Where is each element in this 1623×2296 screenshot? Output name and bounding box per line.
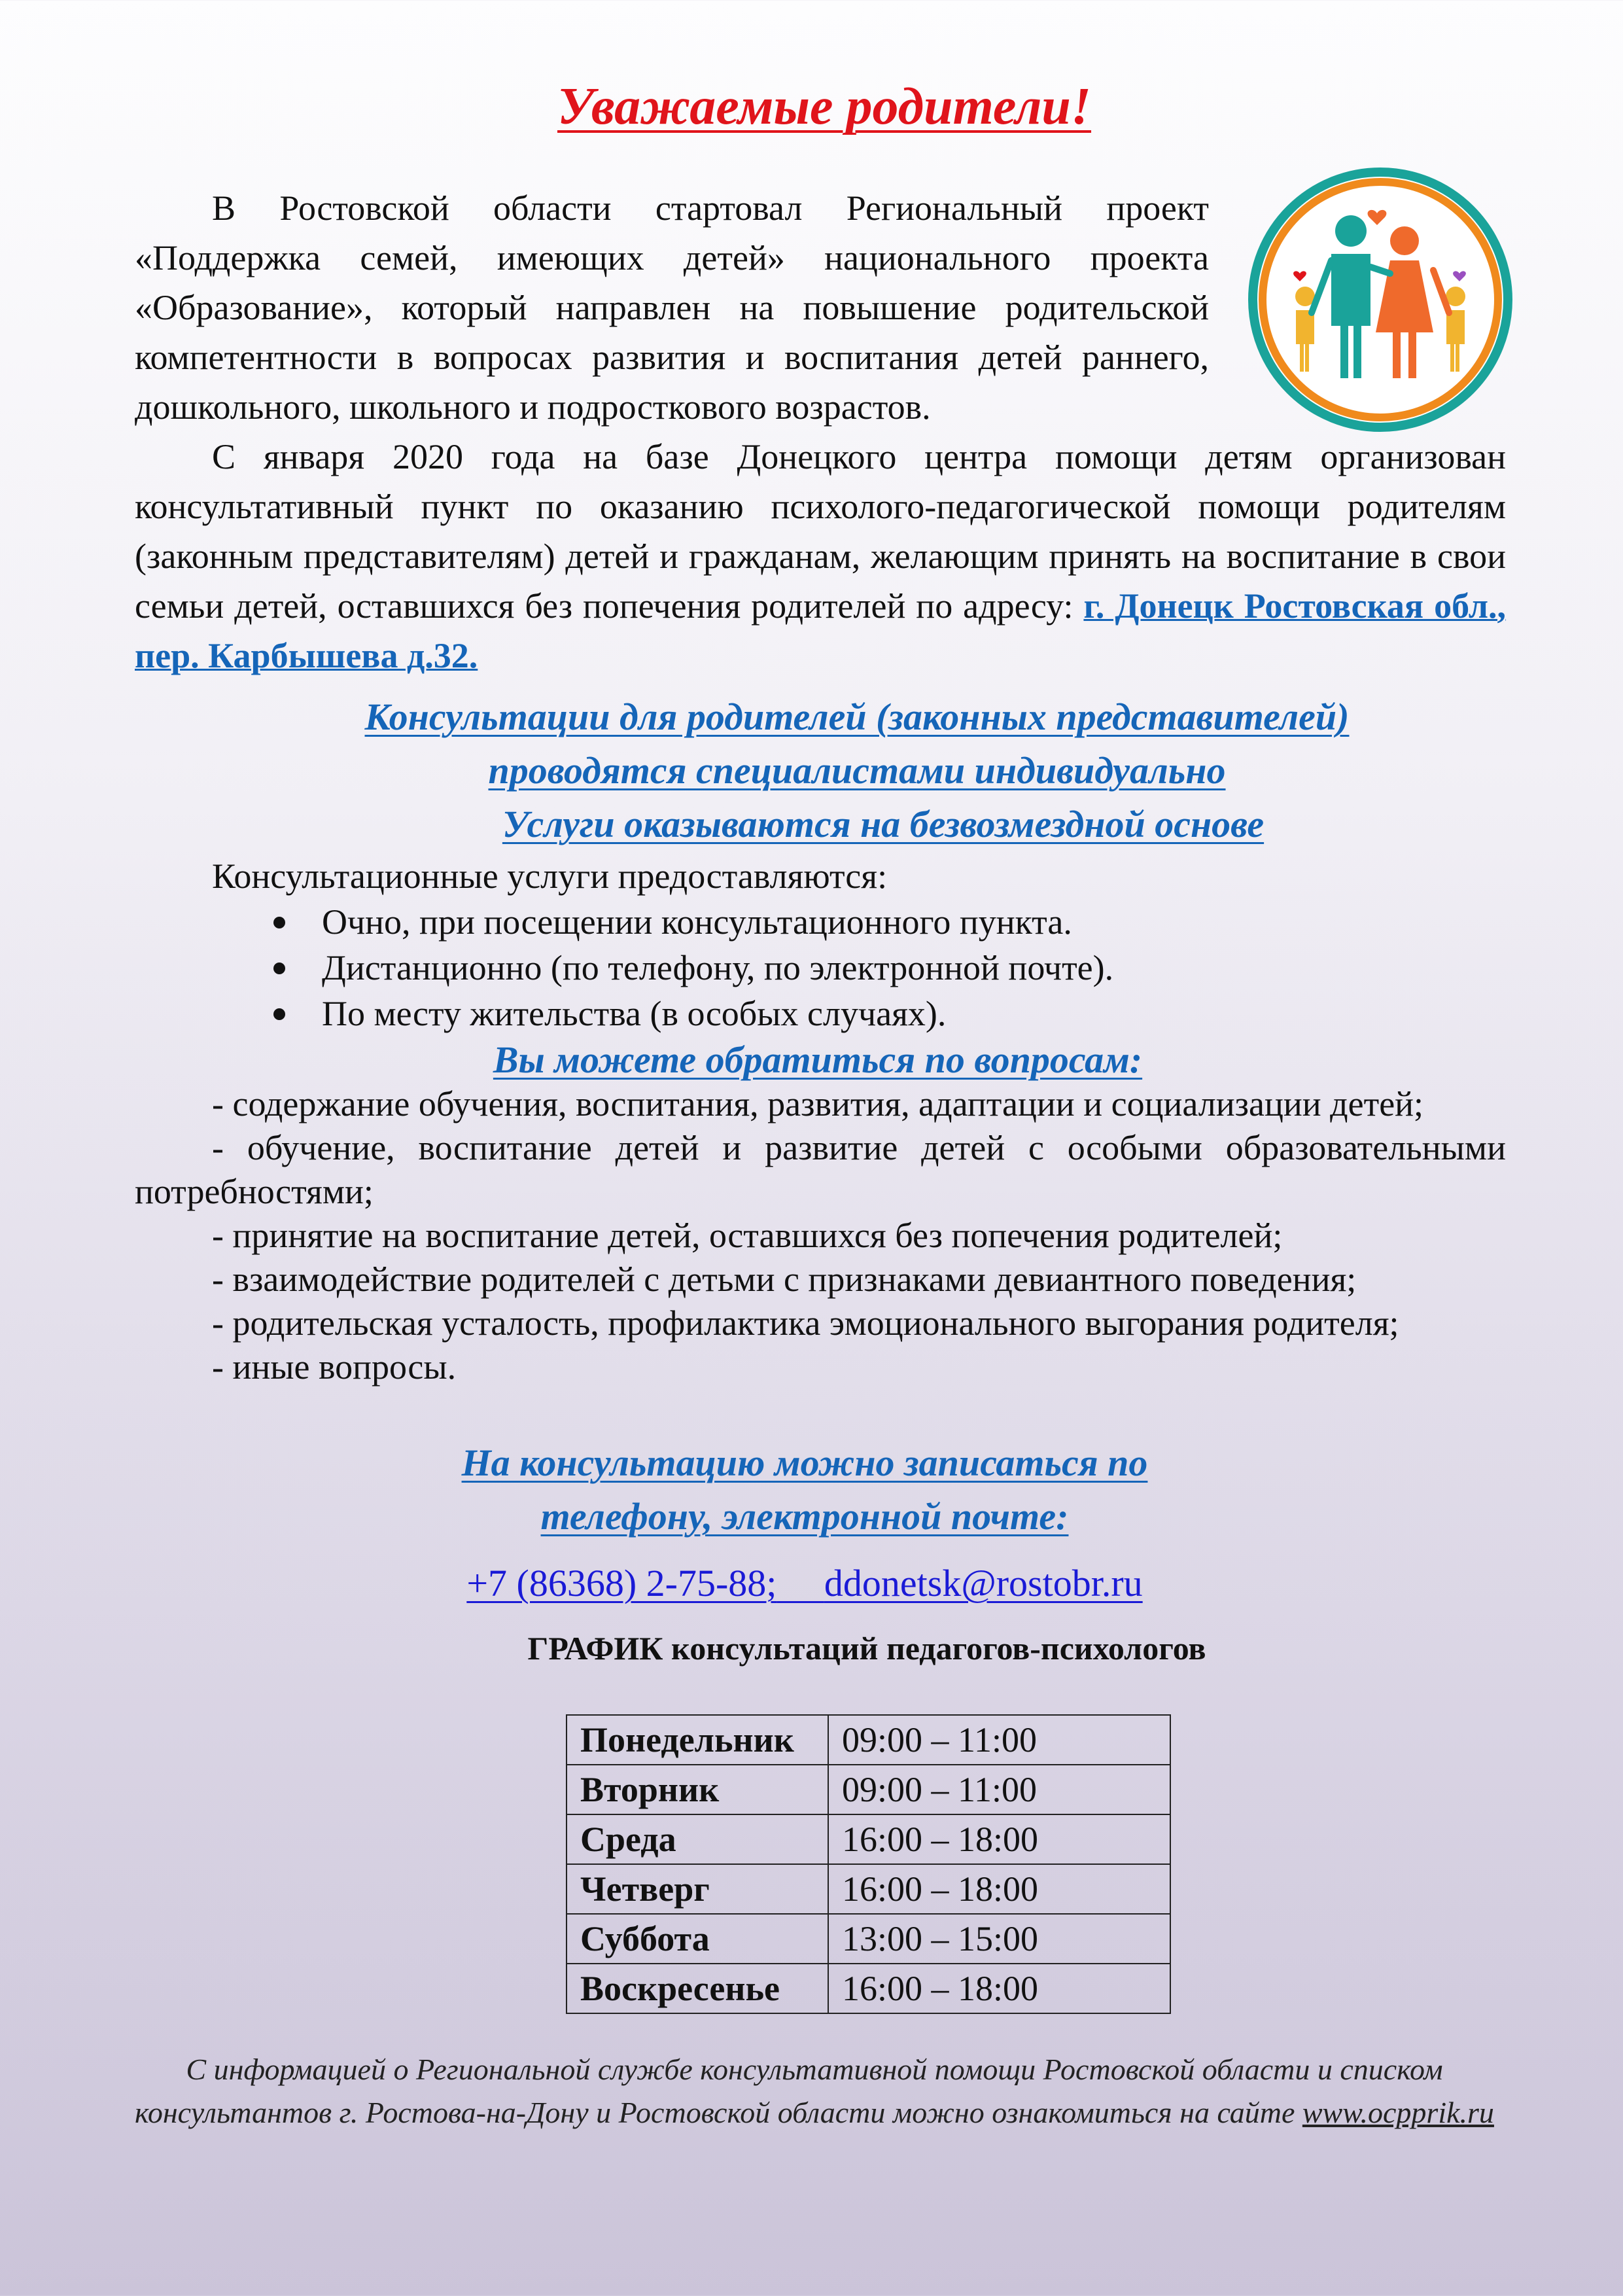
schedule-table	[566, 1714, 1171, 2014]
list-item: Очно, при посещении консультационного пункта.	[266, 899, 1113, 945]
topics-list	[135, 1082, 1506, 1389]
topic-item: - иные вопросы.	[212, 1347, 457, 1386]
address-link[interactable]: г. Донецк Ростовская обл., пер. Карбышева д.32.	[135, 586, 1507, 675]
time-cell: 13:00 – 15:00	[828, 1914, 1170, 1964]
table-row	[567, 1715, 1170, 1765]
contacts-line	[0, 1561, 1623, 1605]
time-cell: 09:00 – 11:00	[828, 1765, 1170, 1814]
email-link[interactable]: ddonetsk@rostobr.ru	[824, 1562, 1143, 1604]
highlight-individual: проводятся специалистами индивидуально	[488, 749, 1226, 792]
highlight-free: Услуги оказываются на безвозмездной основе	[502, 803, 1265, 845]
topic-item: - обучение, воспитание детей и развитие детей с особыми образовательными потребностями;	[135, 1128, 1506, 1211]
bullet-icon	[273, 1008, 285, 1020]
time-cell: 16:00 – 18:00	[828, 1864, 1170, 1914]
signup-line-2: телефону, электронной почте:	[540, 1495, 1069, 1538]
services-heading: Консультационные услуги предоставляются:	[212, 857, 888, 896]
center-text	[135, 432, 1506, 680]
signup-line-1: На консультацию можно записаться по	[461, 1441, 1148, 1484]
time-cell: 16:00 – 18:00	[828, 1814, 1170, 1864]
page-title: Уважаемые родители!	[557, 78, 1092, 135]
schedule-title: ГРАФИК консультаций педагогов-психологов	[527, 1630, 1206, 1667]
day-cell: Суббота	[567, 1914, 828, 1964]
table-row	[567, 1814, 1170, 1864]
table-row	[567, 1914, 1170, 1964]
intro-text: В Ростовской области стартовал Региональный проект «Поддержка семей, имеющих детей» национального проекта «Образование», который направлен на повышение родительской компетентности в вопросах развития и воспитания детей раннего, дошкольного, школьного и подросткового возрастов.	[135, 188, 1209, 427]
day-cell: Вторник	[567, 1765, 828, 1814]
highlight-consultations: Консультации для родителей (законных представителей)	[364, 696, 1350, 738]
list-item: Дистанционно (по телефону, по электронной почте).	[266, 945, 1113, 991]
list-item: По месту жительства (в особых случаях).	[266, 991, 1113, 1036]
time-cell: 16:00 – 18:00	[828, 1964, 1170, 2013]
footer-note	[118, 2048, 1511, 2134]
topic-item: - родительская усталость, профилактика эмоционального выгорания родителя;	[212, 1303, 1399, 1343]
topics-heading: Вы можете обратиться по вопросам:	[493, 1038, 1143, 1081]
topic-item: - взаимодействие родителей с детьми с признаками девиантного поведения;	[212, 1260, 1357, 1299]
bullet-icon	[273, 917, 285, 928]
topic-item: - принятие на воспитание детей, оставшихся без попечения родителей;	[212, 1216, 1283, 1255]
day-cell: Среда	[567, 1814, 828, 1864]
intro-paragraph	[135, 183, 1209, 432]
table-row	[567, 1964, 1170, 2013]
table-row	[567, 1864, 1170, 1914]
day-cell: Воскресенье	[567, 1964, 828, 2013]
bullet-icon	[273, 963, 285, 974]
phone-link[interactable]: +7 (86368) 2-75-88;	[466, 1562, 777, 1604]
time-cell: 09:00 – 11:00	[828, 1715, 1170, 1765]
services-list	[266, 899, 1113, 1036]
day-cell: Понедельник	[567, 1715, 828, 1765]
day-cell: Четверг	[567, 1864, 828, 1914]
footer-text: С информацией о Региональной службе консультативной помощи Ростовской области и списком консультантов г. Ростова-на-Дону и Ростовской области можно ознакомиться на сайте	[135, 2053, 1443, 2129]
topic-item: - содержание обучения, воспитания, развития, адаптации и социализации детей;	[212, 1084, 1424, 1123]
center-text-body: С января 2020 года на базе Донецкого центра помощи детям организован консультативный пункт по оказанию психолого-педагогической помощи родителям (законным представителям) детей и гражданам, желающим принять на воспитание в свои семьи детей, оставшихся без попечения родителей по адресу:	[135, 437, 1506, 626]
family-logo-icon	[1240, 162, 1521, 437]
center-paragraph	[135, 432, 1506, 680]
website-link[interactable]: www.ocpprik.ru	[1302, 2096, 1494, 2129]
table-row	[567, 1765, 1170, 1814]
